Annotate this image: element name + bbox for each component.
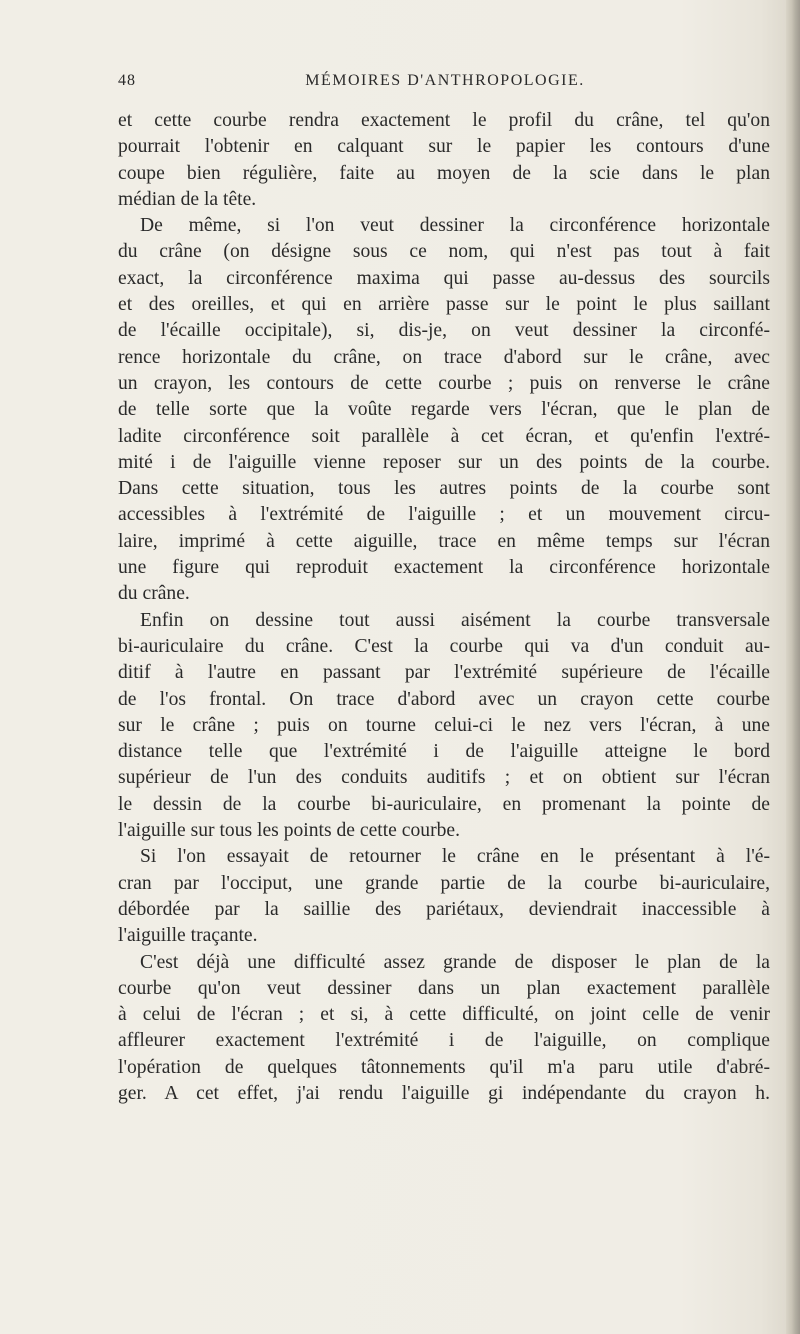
text-line: à celui de l'écran ; et si, à cette difficulté, on joint celle de venir	[118, 1004, 770, 1026]
text-line: l'opération de quelques tâtonnements qu'il m'a paru utile d'abré-	[118, 1056, 770, 1078]
text-line: Si l'on essayait de retourner le crâne en le présentant à l'é-	[140, 846, 770, 868]
text-line: ger. A cet effet, j'ai rendu l'aiguille gi indépendante du crayon h.	[118, 1082, 770, 1104]
text-line: affleurer exactement l'extrémité i de l'aiguille, on complique	[118, 1030, 770, 1052]
text-line: médian de la tête.	[118, 188, 257, 210]
text-line: de l'os frontal. On trace d'abord avec un crayon cette courbe	[118, 688, 770, 710]
text-line: l'aiguille sur tous les points de cette courbe.	[118, 820, 460, 842]
text-line: ladite circonférence soit parallèle à cet écran, et qu'enfin l'extré-	[118, 425, 770, 447]
text-line: courbe qu'on veut dessiner dans un plan exactement parallèle	[118, 977, 770, 999]
running-head: MÉMOIRES D'ANTHROPOLOGIE.	[305, 72, 585, 89]
text-line: pourrait l'obtenir en calquant sur le papier les contours d'une	[118, 136, 770, 158]
text-line: du crâne (on désigne sous ce nom, qui n'est pas tout à fait	[118, 241, 770, 263]
text-line: de l'écaille occipitale), si, dis-je, on veut dessiner la circonfé-	[118, 320, 770, 342]
text-line: l'aiguille traçante.	[118, 925, 258, 947]
text-line: une figure qui reproduit exactement la circonférence horizontale	[118, 557, 770, 579]
text-line: et cette courbe rendra exactement le profil du crâne, tel qu'on	[118, 110, 770, 131]
text-line: supérieur de l'un des conduits auditifs ; et on obtient sur l'écran	[118, 767, 770, 789]
text-line: sur le crâne ; puis on tourne celui-ci le nez vers l'écran, à une	[118, 714, 770, 736]
text-line: un crayon, les contours de cette courbe ; puis on renverse le crâne	[118, 372, 770, 394]
text-line: De même, si l'on veut dessiner la circonférence horizontale	[140, 215, 770, 237]
text-line: bi-auriculaire du crâne. C'est la courbe qui va d'un conduit au-	[118, 635, 770, 657]
text-line: le dessin de la courbe bi-auriculaire, en promenant la pointe de	[118, 793, 770, 815]
page-header	[118, 72, 772, 98]
text-line: mité i de l'aiguille vienne reposer sur un des points de la courbe.	[118, 451, 770, 473]
text-line: de telle sorte que la voûte regarde vers l'écran, que le plan de	[118, 399, 770, 421]
text-line: coupe bien régulière, faite au moyen de la scie dans le plan	[118, 162, 770, 184]
text-line: Enfin on dessine tout aussi aisément la courbe transversale	[140, 609, 770, 631]
text-line: et des oreilles, et qui en arrière passe sur le point le plus saillant	[118, 294, 770, 316]
text-line: laire, imprimé à cette aiguille, trace en même temps sur l'écran	[118, 530, 770, 552]
text-line: cran par l'occiput, une grande partie de la courbe bi-auriculaire,	[118, 872, 770, 894]
text-line: Dans cette situation, tous les autres points de la courbe sont	[118, 478, 770, 500]
page-binding-edge	[786, 0, 800, 1334]
text-line: débordée par la saillie des pariétaux, deviendrait inaccessible à	[118, 898, 770, 920]
text-line: accessibles à l'extrémité de l'aiguille ; et un mouvement circu-	[118, 504, 770, 526]
text-line: exact, la circonférence maxima qui passe au-dessus des sourcils	[118, 267, 770, 289]
text-line: ditif à l'autre en passant par l'extrémité supérieure de l'écaille	[118, 662, 770, 684]
body-text	[118, 108, 770, 1107]
text-line: distance telle que l'extrémité i de l'aiguille atteigne le bord	[118, 741, 770, 763]
text-line: rence horizontale du crâne, on trace d'abord sur le crâne, avec	[118, 346, 770, 368]
text-line: C'est déjà une difficulté assez grande de disposer le plan de la	[140, 951, 770, 973]
page-number: 48	[118, 72, 136, 89]
text-line: du crâne.	[118, 583, 190, 605]
